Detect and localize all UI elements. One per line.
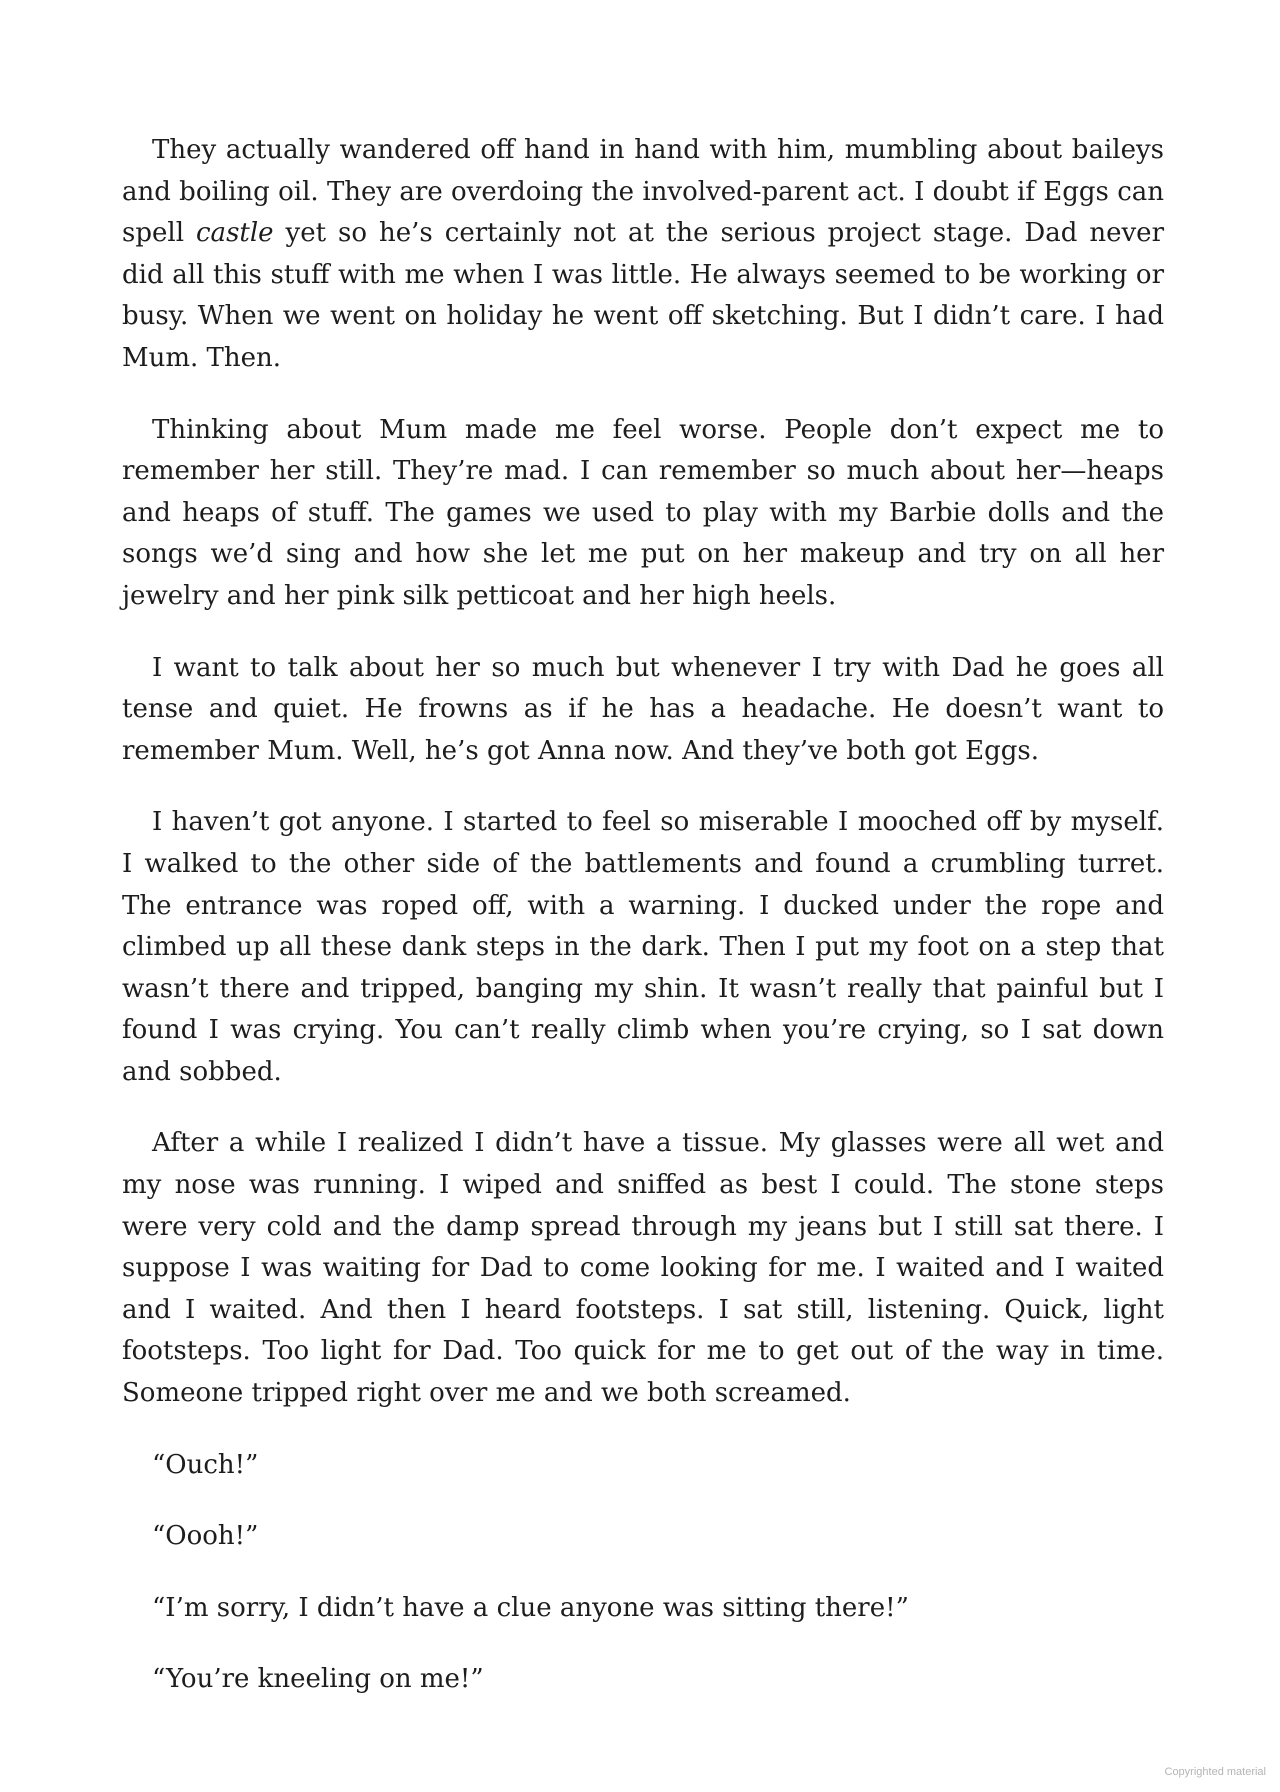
paragraph-text: yet so he’s certainly not at the serious project stage. Dad never did all this stuff with me when I was little. He always seemed to be working or busy. When we went on holiday he went off sketching. But I didn’t care. I had Mum. Then.	[122, 218, 1164, 373]
paragraph: Thinking about Mum made me feel worse. People don’t expect me to remember her still. They’re mad. I can remember so much about her—heaps and heaps of stuff. The games we used to play with my Barbie dolls and the songs we’d sing and how she let me put on her makeup and try on all her jewelry and her pink silk petticoat and her high heels.	[122, 414, 1164, 611]
paragraph: After a while I realized I didn’t have a tissue. My glasses were all wet and my nose was running. I wiped and sniffed as best I could. The stone steps were very cold and the damp spread through my jeans but I still sat there. I suppose I was waiting for Dad to come looking for me. I waited and I waited and I waited. And then I heard footsteps. I sat still, listening. Quick, light footsteps. Too light for Dad. Too quick for me to get out of the way in time. Someone tripped right over me and we both screamed.	[122, 1128, 1164, 1409]
paragraph: I want to talk about her so much but whenever I try with Dad he goes all tense and quiet. He frowns as if he has a headache. He doesn’t want to remember Mum. Well, he’s got Anna now. And they’ve both got Eggs.	[122, 652, 1164, 766]
paragraph: I haven’t got anyone. I started to feel so miserable I mooched off by myself. I walked to the other side of the battlements and found a crumbling turret. The entrance was roped off, with a warning. I ducked under the rope and climbed up all these dank steps in the dark. Then I put my foot on a step that wasn’t there and tripped, banging my shin. It wasn’t really that painful but I found I was crying. You can’t really climb when you’re crying, so I sat down and sobbed.	[122, 807, 1164, 1087]
emphasized-word: castle	[196, 218, 274, 249]
paragraph	[122, 130, 1164, 380]
dialogue-line: “You’re kneeling on me!”	[152, 1664, 484, 1695]
copyright-watermark: Copyrighted material	[1164, 1766, 1266, 1778]
book-page	[122, 130, 1164, 1731]
dialogue-line: “I’m sorry, I didn’t have a clue anyone was sitting there!”	[152, 1592, 909, 1623]
paragraph-text: They actually wandered off hand in hand with him, mumbling about baileys and boiling oil. They are overdoing the involved-parent act. I doubt if Eggs can spell	[122, 135, 1164, 249]
dialogue-line: “Oooh!”	[152, 1521, 259, 1552]
dialogue-line: “Ouch!”	[152, 1449, 259, 1480]
